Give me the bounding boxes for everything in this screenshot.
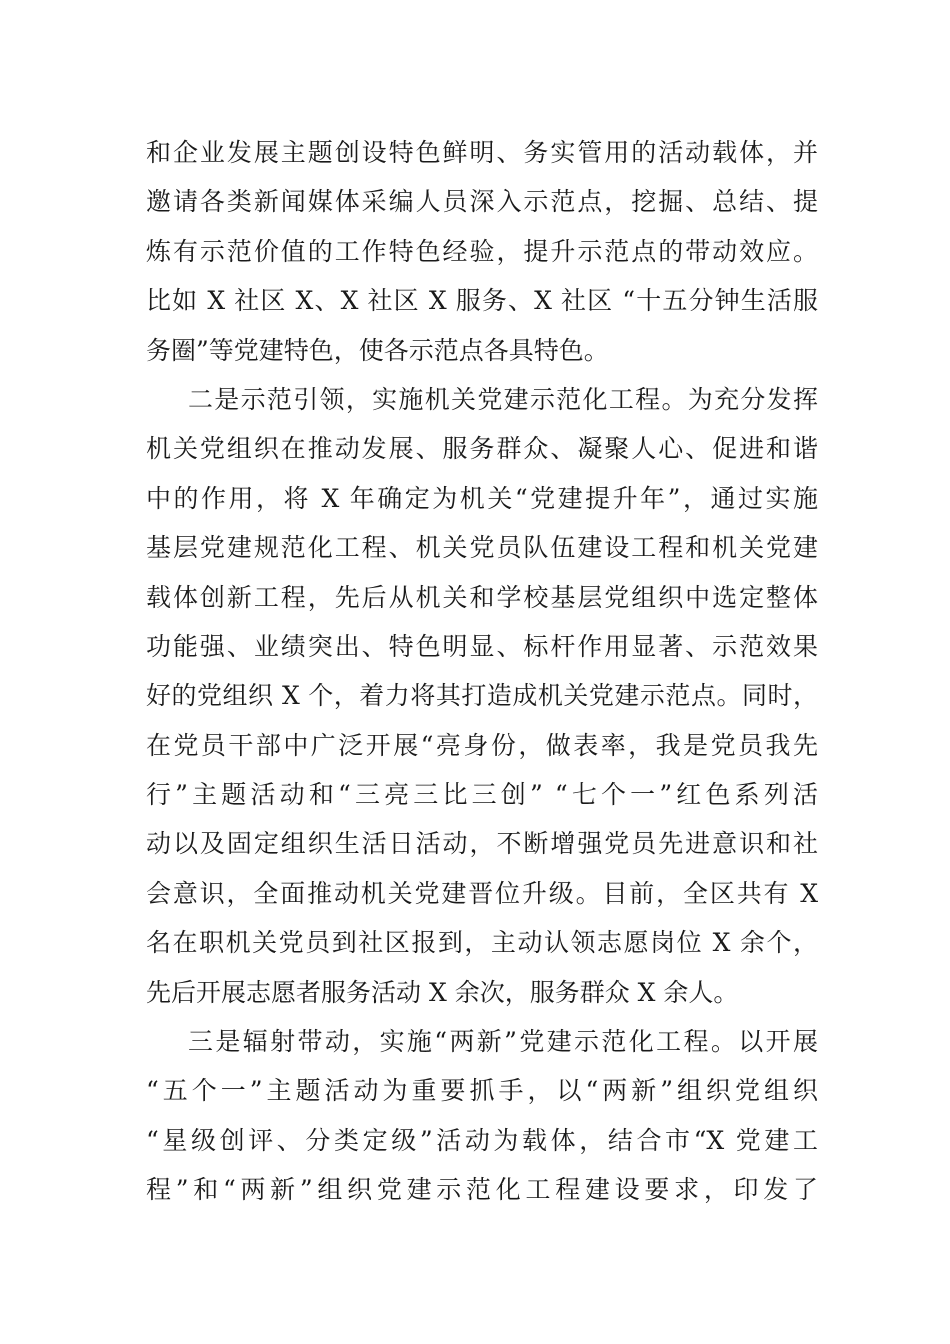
text-line: 行”主题活动和“三亮三比三创” “七个一”红色系列活 bbox=[146, 780, 818, 810]
text-line: 炼有示范价值的工作特色经验，提升示范点的带动效应。 bbox=[146, 236, 818, 266]
text-line: 先后开展志愿者服务活动 X 余次，服务群众 X 余人。 bbox=[146, 977, 739, 1007]
text-line: 比如 X 社区 X、X 社区 X 服务、X 社区 “十五分钟生活服 bbox=[146, 286, 818, 316]
text-line: 基层党建规范化工程、机关党员队伍建设工程和机关党建 bbox=[146, 533, 818, 563]
text-line: 好的党组织 X 个，着力将其打造成机关党建示范点。同时， bbox=[146, 681, 818, 711]
text-line: 邀请各类新闻媒体采编人员深入示范点，挖掘、总结、提 bbox=[146, 187, 818, 217]
text-line: 会意识，全面推动机关党建晋位升级。目前，全区共有 X bbox=[146, 878, 818, 908]
text-line: 名在职机关党员到社区报到，主动认领志愿岗位 X 余个， bbox=[146, 928, 818, 958]
text-line: 动以及固定组织生活日活动，不断增强党员先进意识和社 bbox=[146, 829, 818, 859]
text-line: 中的作用，将 X 年确定为机关“党建提升年”，通过实施 bbox=[146, 483, 818, 513]
text-line: 功能强、业绩突出、特色明显、标杆作用显著、示范效果 bbox=[146, 631, 818, 661]
paragraph-start-line: 三是辐射带动，实施“两新”党建示范化工程。以开展 bbox=[188, 1027, 818, 1057]
text-line: “星级创评、分类定级”活动为载体，结合市“X 党建工 bbox=[146, 1125, 818, 1155]
paragraph-start-line: 二是示范引领，实施机关党建示范化工程。为充分发挥 bbox=[188, 384, 818, 414]
text-line: 和企业发展主题创设特色鲜明、务实管用的活动载体，并 bbox=[146, 138, 818, 167]
text-line: “五个一”主题活动为重要抓手，以“两新”组织党组织 bbox=[146, 1076, 818, 1106]
text-line: 程”和“两新”组织党建示范化工程建设要求，印发了 bbox=[146, 1175, 818, 1205]
text-line: 载体创新工程，先后从机关和学校基层党组织中选定整体 bbox=[146, 582, 818, 612]
text-line: 机关党组织在推动发展、服务群众、凝聚人心、促进和谐 bbox=[146, 434, 818, 464]
text-line: 务圈”等党建特色，使各示范点各具特色。 bbox=[146, 335, 609, 365]
body-text bbox=[146, 128, 818, 1215]
text-line: 在党员干部中广泛开展“亮身份，做表率，我是党员我先 bbox=[146, 730, 818, 760]
